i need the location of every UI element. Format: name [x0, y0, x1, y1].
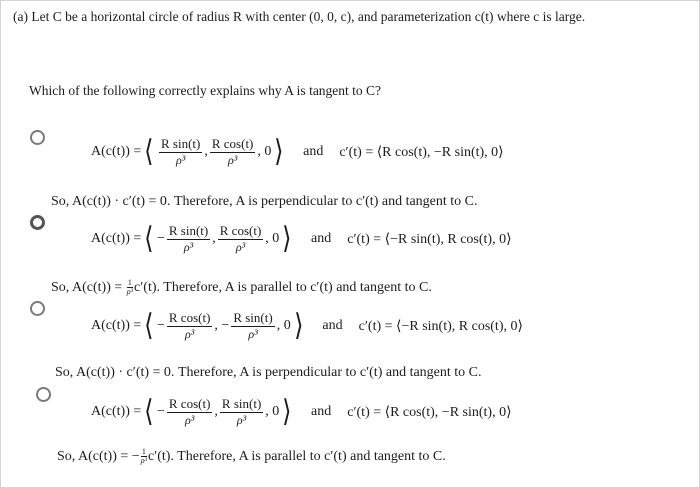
- option-4-minus: −: [156, 404, 165, 420]
- option-4-lhs: A(c(t)) =: [91, 404, 142, 420]
- option-1-lhs: A(c(t)) =: [91, 144, 142, 160]
- right-angle-bracket: ⟩: [293, 309, 304, 343]
- fraction-numerator: R cos(t): [210, 137, 256, 153]
- option-3-conclusion: [55, 365, 482, 381]
- left-angle-bracket: ⟨: [144, 222, 154, 256]
- right-angle-bracket: ⟩: [282, 395, 292, 429]
- question-text: Which of the following correctly explains why A is tangent to C?: [29, 83, 382, 98]
- option-4-equation: [91, 397, 512, 427]
- option-2-tail: , 0: [265, 231, 280, 247]
- fraction-denominator: ρ³: [184, 327, 195, 342]
- fraction-numerator: R sin(t): [159, 137, 202, 153]
- conclusion-prefix: So, A(c(t)) · c′(t) = 0.: [55, 365, 175, 380]
- fraction-denominator: ρ³: [235, 240, 246, 255]
- fraction-denominator: ρ³: [175, 153, 186, 168]
- fraction-numerator: R sin(t): [167, 224, 210, 240]
- statement-text: Let C be a horizontal circle of radius R with center (0, 0, c), and parameterization c(t) where c is large.: [31, 9, 586, 24]
- option-2-fraction-2: [218, 224, 264, 254]
- option-2-fraction-1: [167, 224, 210, 254]
- fraction-denominator: ρ³: [236, 413, 247, 428]
- scalar-denominator: ρ³: [126, 287, 134, 296]
- right-angle-bracket: ⟩: [274, 135, 284, 169]
- option-1-radio[interactable]: [30, 130, 45, 145]
- option-3-minus: −: [156, 318, 165, 334]
- option-4-separator: ,: [214, 404, 218, 420]
- option-3-separator: , −: [214, 318, 230, 334]
- conclusion-text: Therefore, A is perpendicular to c′(t) and tangent to C.: [177, 365, 482, 380]
- fraction-denominator: ρ³: [184, 413, 195, 428]
- option-2-minus: −: [156, 231, 165, 247]
- problem-statement: [13, 9, 585, 25]
- fraction-denominator: ρ³: [227, 153, 238, 168]
- left-angle-bracket: ⟨: [144, 395, 154, 429]
- scalar-numerator: 1: [141, 447, 146, 456]
- option-3-radio[interactable]: [30, 301, 45, 316]
- option-1-cprime: c′(t) = ⟨R cos(t), −R sin(t), 0⟩: [339, 144, 504, 160]
- conclusion-prefix: So, A(c(t)) =: [57, 448, 129, 464]
- fraction-numerator: R sin(t): [231, 311, 274, 327]
- option-4-fraction-1: [167, 397, 213, 427]
- option-3-equation: [91, 311, 523, 341]
- conclusion-text: c′(t). Therefore, A is parallel to c′(t) and tangent to C.: [147, 448, 446, 464]
- option-3-fraction-1: [167, 311, 213, 341]
- right-angle-bracket: ⟩: [282, 222, 292, 256]
- option-2-equation: [91, 224, 512, 254]
- option-3-fraction-2: [231, 311, 274, 341]
- conclusion-prefix: So, A(c(t)) =: [51, 279, 123, 295]
- fraction-numerator: R cos(t): [167, 397, 213, 413]
- fraction-numerator: R cos(t): [167, 311, 213, 327]
- option-3-lhs: A(c(t)) =: [91, 318, 142, 334]
- scalar-numerator: 1: [127, 278, 132, 287]
- option-3-and: and: [322, 318, 343, 334]
- option-3-tail: , 0: [276, 318, 291, 334]
- option-4-and: and: [311, 404, 332, 420]
- scalar-sign: −: [131, 448, 140, 464]
- scalar-fraction: [127, 279, 133, 296]
- conclusion-text: c′(t). Therefore, A is parallel to c′(t) and tangent to C.: [134, 279, 432, 295]
- option-2-and: and: [311, 231, 332, 247]
- conclusion-text: Therefore, A is perpendicular to c′(t) and tangent to C.: [173, 194, 478, 209]
- option-1-separator: ,: [204, 144, 208, 160]
- option-4-radio[interactable]: [36, 387, 51, 402]
- option-2-conclusion: [51, 279, 432, 296]
- left-angle-bracket: ⟨: [144, 135, 154, 169]
- scalar-fraction: [141, 448, 147, 465]
- option-2-separator: ,: [212, 231, 216, 247]
- option-2-radio[interactable]: [30, 215, 45, 230]
- option-1-fraction-1: [159, 137, 202, 167]
- option-1-tail: , 0: [257, 144, 272, 160]
- option-3-cprime: c′(t) = ⟨−R sin(t), R cos(t), 0⟩: [358, 318, 523, 334]
- part-label: (a): [13, 9, 28, 24]
- option-4-conclusion: [57, 448, 446, 465]
- fraction-numerator: R cos(t): [218, 224, 264, 240]
- option-1-fraction-2: [210, 137, 256, 167]
- option-4-fraction-2: [220, 397, 263, 427]
- option-4-cprime: c′(t) = ⟨R cos(t), −R sin(t), 0⟩: [347, 404, 512, 420]
- conclusion-prefix: So, A(c(t)) · c′(t) = 0.: [51, 194, 171, 209]
- option-1-conclusion: [51, 194, 478, 210]
- option-1-equation: [91, 137, 504, 167]
- fraction-denominator: ρ³: [248, 327, 258, 342]
- option-1-and: and: [303, 144, 324, 160]
- option-2-lhs: A(c(t)) =: [91, 231, 142, 247]
- fraction-numerator: R sin(t): [220, 397, 263, 413]
- option-2-cprime: c′(t) = ⟨−R sin(t), R cos(t), 0⟩: [347, 231, 512, 247]
- option-4-tail: , 0: [265, 404, 280, 420]
- fraction-denominator: ρ³: [183, 240, 194, 255]
- left-angle-bracket: ⟨: [144, 309, 154, 343]
- scalar-denominator: ρ³: [140, 456, 147, 465]
